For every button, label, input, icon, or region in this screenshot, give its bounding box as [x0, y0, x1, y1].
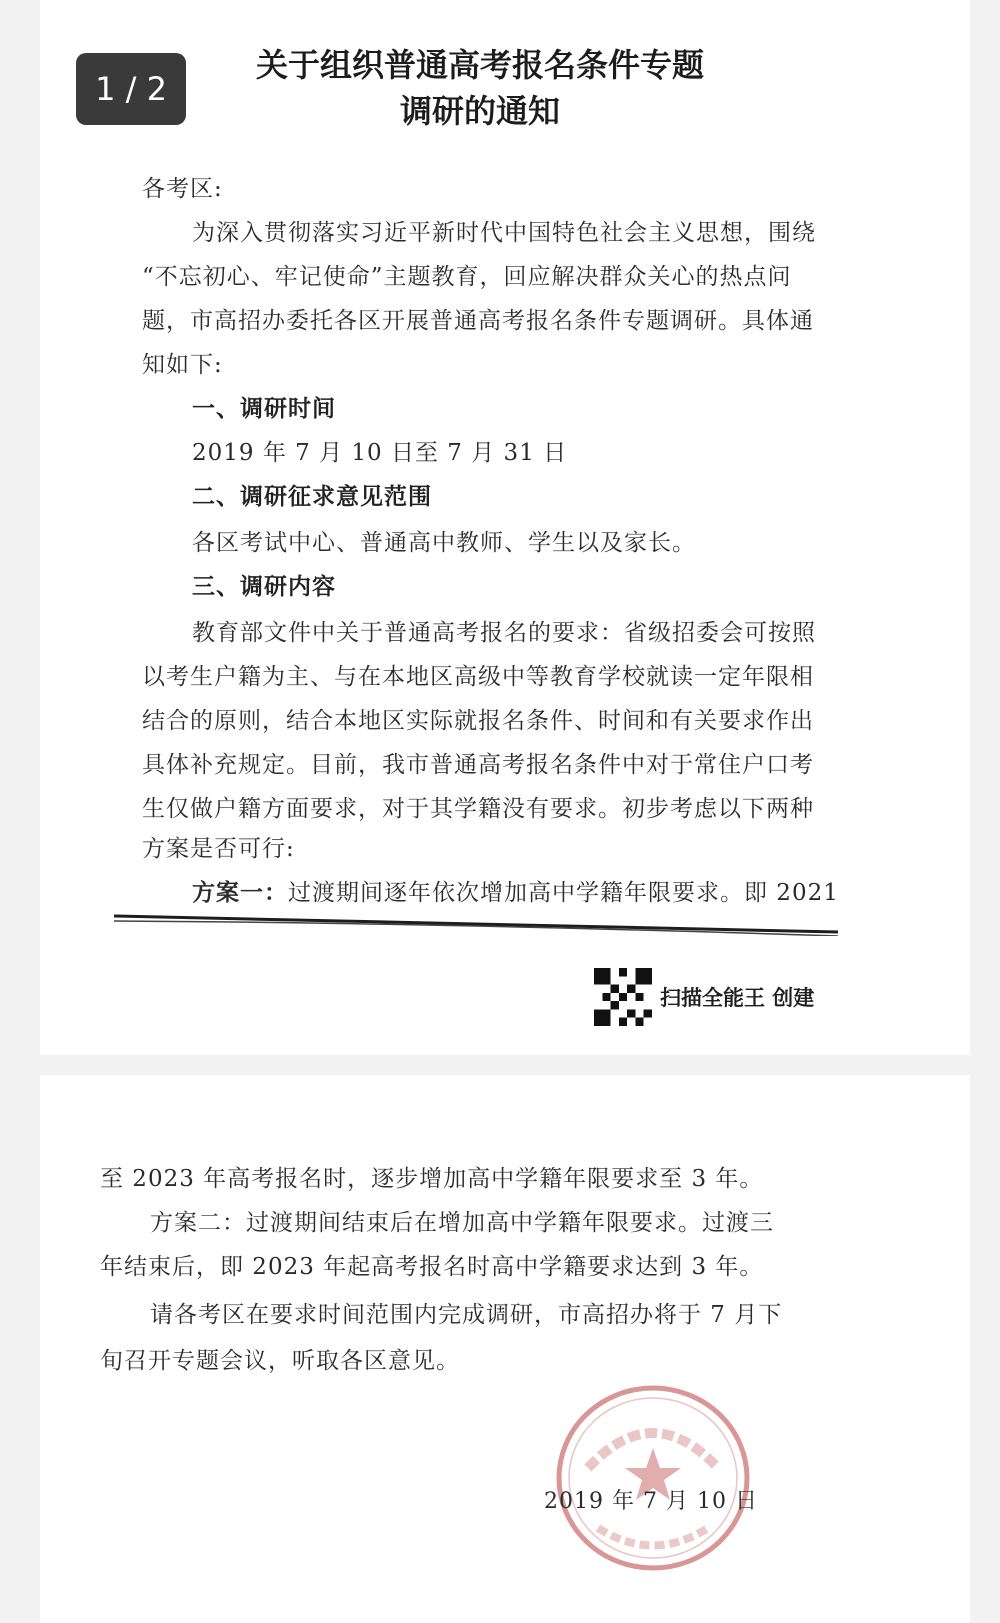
plan-2-line: 方案二：过渡期间结束后在增加高中学籍年限要求。过渡三 [150, 1210, 774, 1236]
plan-1-label: 方案一： [192, 880, 288, 906]
section-3-line: 方案是否可行: [142, 836, 295, 862]
intro-line: “不忘初心、牢记使命”主题教育，回应解决群众关心的热点问 [142, 264, 792, 290]
page-indicator-badge[interactable]: 1 / 2 [76, 53, 186, 125]
section-1-heading: 一、调研时间 [192, 396, 336, 422]
section-3-line: 具体补充规定。目前，我市普通高考报名条件中对于常住户口考 [142, 752, 814, 778]
section-3-line: 生仅做户籍方面要求，对于其学籍没有要求。初步考虑以下两种 [142, 796, 814, 822]
document-title [220, 42, 740, 134]
intro-line: 为深入贯彻落实习近平新时代中国特色社会主义思想，围绕 [192, 220, 816, 246]
closing-line: 旬召开专题会议，听取各区意见。 [100, 1348, 460, 1374]
intro-line: 题，市高招办委托各区开展普通高考报名条件专题调研。具体通 [142, 308, 814, 334]
section-2-body: 各区考试中心、普通高中教师、学生以及家长。 [192, 530, 696, 556]
section-3-line: 以考生户籍为主、与在本地区高级中等教育学校就读一定年限相 [142, 664, 814, 690]
document-date: 2019 年 7 月 10 日 [544, 1489, 758, 1514]
title-line-1: 关于组织普通高考报名条件专题 [255, 46, 704, 84]
title-line-2: 调研的通知 [399, 92, 560, 130]
official-seal-stamp [548, 1378, 758, 1578]
intro-line: 知如下: [142, 352, 223, 378]
plan-1-text: 过渡期间逐年依次增加高中学籍年限要求。即 2021 [288, 880, 839, 906]
section-3-line: 教育部文件中关于普通高考报名的要求：省级招委会可按照 [192, 620, 816, 646]
qr-code-icon [594, 968, 652, 1026]
section-1-body: 2019 年 7 月 10 日至 7 月 31 日 [192, 440, 568, 466]
scanner-watermark [594, 968, 814, 1026]
section-3-heading: 三、调研内容 [192, 574, 336, 600]
plan-2-line: 年结束后，即 2023 年起高考报名时高中学籍要求达到 3 年。 [100, 1254, 764, 1280]
scanner-app-label: 扫描全能王 创建 [660, 986, 815, 1010]
salutation: 各考区: [142, 176, 223, 202]
section-3-line: 结合的原则，结合本地区实际就报名条件、时间和有关要求作出 [142, 708, 814, 734]
closing-line: 请各考区在要求时间范围内完成调研，市高招办将于 7 月下 [150, 1302, 783, 1328]
plan-1-part-1 [192, 874, 839, 907]
plan-1-part-2: 至 2023 年高考报名时，逐步增加高中学籍年限要求至 3 年。 [100, 1166, 764, 1192]
page-end-rule [112, 912, 840, 936]
section-2-heading: 二、调研征求意见范围 [192, 484, 432, 510]
